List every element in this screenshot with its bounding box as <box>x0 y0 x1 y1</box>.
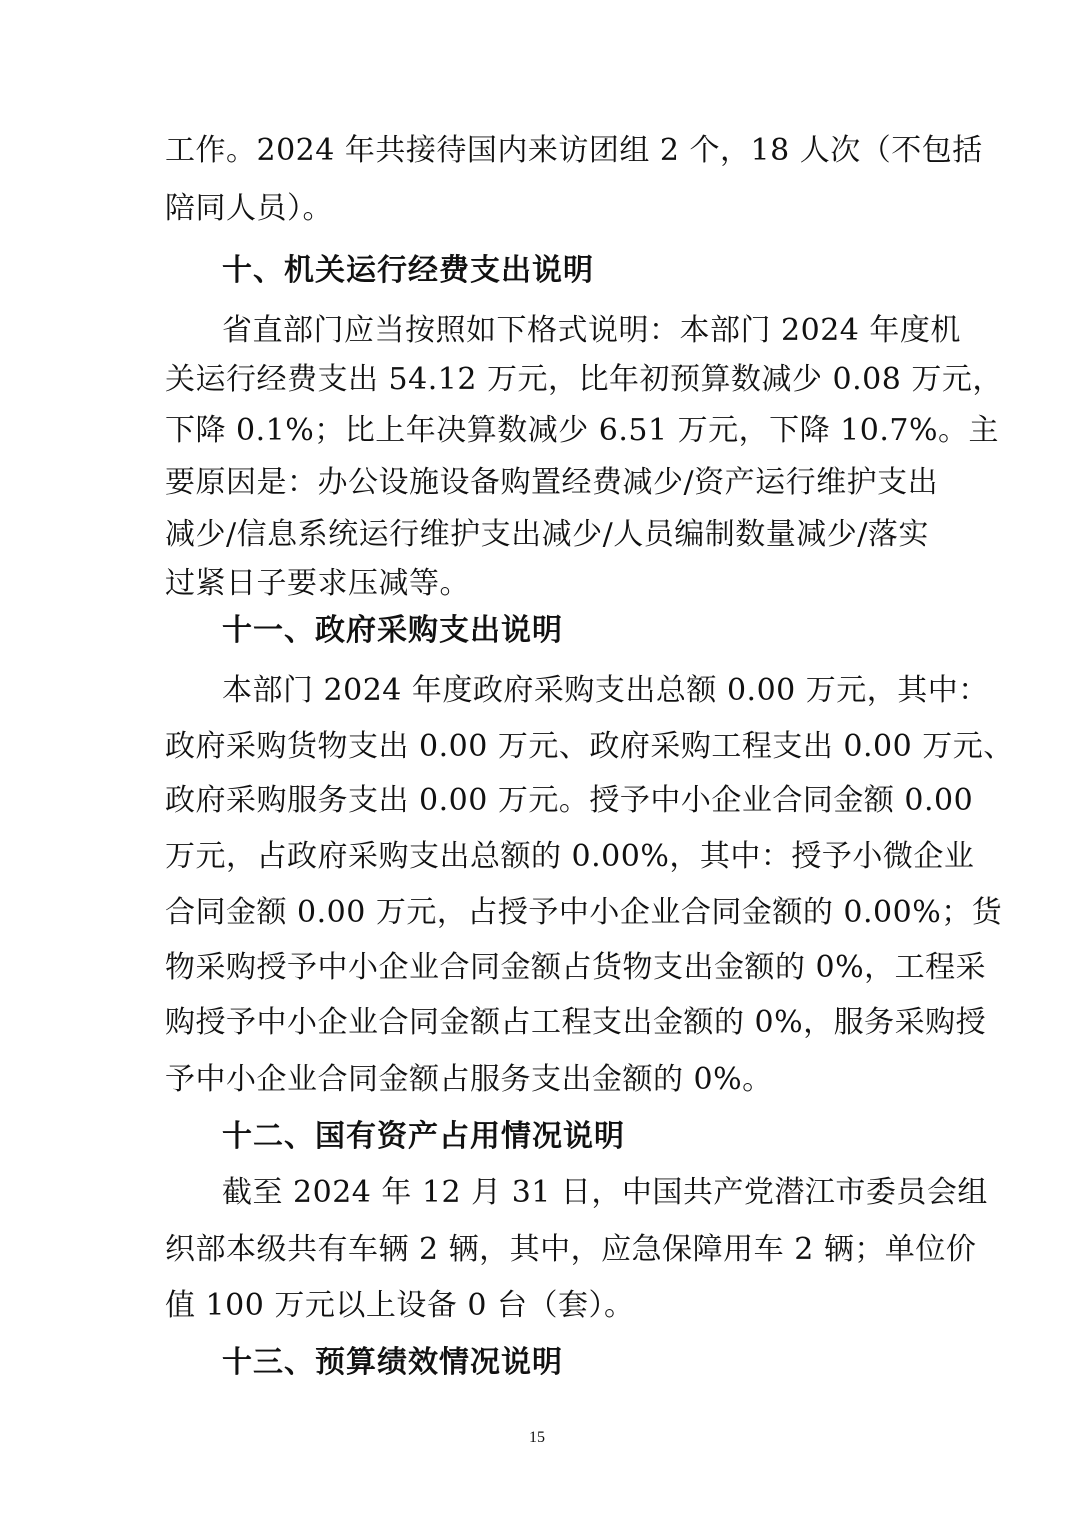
paragraph-line: 截至 2024 年 12 月 31 日，中国共产党潜江市委员会组 <box>222 1175 988 1210</box>
paragraph-line: 下降 0.1%；比上年决算数减少 6.51 万元，下降 10.7%。主 <box>165 413 999 448</box>
paragraph-line: 要原因是：办公设施设备购置经费减少/资产运行维护支出 <box>165 465 939 500</box>
page-number: 15 <box>529 1429 545 1446</box>
paragraph-line: 合同金额 0.00 万元，占授予中小企业合同金额的 0.00%；货 <box>165 895 1003 930</box>
section-heading-11: 十一、政府采购支出说明 <box>222 613 563 648</box>
paragraph-line: 工作。2024 年共接待国内来访团组 2 个，18 人次（不包括 <box>165 133 983 168</box>
paragraph-line: 值 100 万元以上设备 0 台（套）。 <box>165 1288 635 1323</box>
paragraph-line: 陪同人员）。 <box>165 191 333 226</box>
paragraph-line: 减少/信息系统运行维护支出减少/人员编制数量减少/落实 <box>165 517 929 552</box>
paragraph-line: 购授予中小企业合同金额占工程支出金额的 0%，服务采购授 <box>165 1005 987 1040</box>
paragraph-line: 物采购授予中小企业合同金额占货物支出金额的 0%，工程采 <box>165 950 987 985</box>
paragraph-line: 关运行经费支出 54.12 万元，比年初预算数减少 0.08 万元， <box>165 362 1003 397</box>
paragraph-line: 政府采购货物支出 0.00 万元、政府采购工程支出 0.00 万元、 <box>165 729 1014 764</box>
paragraph-line: 本部门 2024 年度政府采购支出总额 0.00 万元，其中： <box>222 673 989 708</box>
paragraph-line: 织部本级共有车辆 2 辆，其中，应急保障用车 2 辆；单位价 <box>165 1232 977 1267</box>
section-heading-10: 十、机关运行经费支出说明 <box>222 253 594 288</box>
paragraph-line: 政府采购服务支出 0.00 万元。授予中小企业合同金额 0.00 <box>165 783 974 818</box>
paragraph-line: 过紧日子要求压减等。 <box>165 566 470 601</box>
section-heading-13: 十三、预算绩效情况说明 <box>222 1345 563 1380</box>
section-heading-12: 十二、国有资产占用情况说明 <box>222 1119 625 1154</box>
paragraph-line: 予中小企业合同金额占服务支出金额的 0%。 <box>165 1062 773 1097</box>
paragraph-line: 省直部门应当按照如下格式说明：本部门 2024 年度机 <box>222 313 961 348</box>
paragraph-line: 万元，占政府采购支出总额的 0.00%，其中：授予小微企业 <box>165 839 975 874</box>
